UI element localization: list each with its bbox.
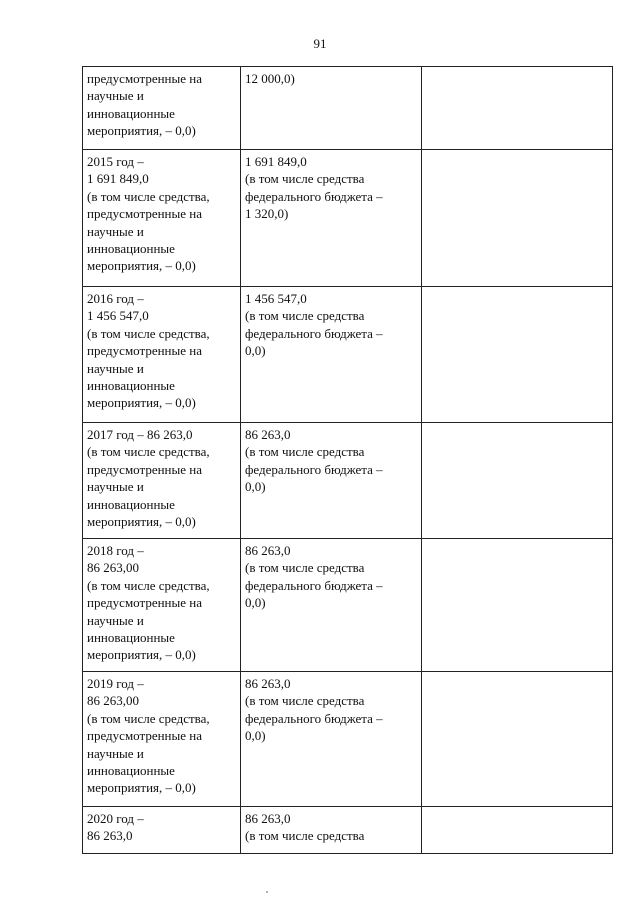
amount-cell: 12 000,0)	[241, 67, 422, 150]
table-row	[83, 287, 613, 423]
year-total-cell: 2017 год – 86 263,0 (в том числе средства, предусмотренные на научные и инновационные мероприятия, – 0,0)	[83, 423, 241, 539]
amount-cell: 86 263,0 (в том числе средства	[241, 807, 422, 854]
amount-cell: 86 263,0 (в том числе средства федерального бюджета – 0,0)	[241, 423, 422, 539]
page-number: 91	[313, 36, 327, 51]
year-total-cell: 2016 год – 1 456 547,0 (в том числе средства, предусмотренные на научные и инновационные мероприятия, – 0,0)	[83, 287, 241, 423]
table-row	[83, 539, 613, 672]
table-row	[83, 150, 613, 287]
empty-cell	[422, 287, 613, 423]
empty-cell	[422, 150, 613, 287]
empty-cell	[422, 539, 613, 672]
amount-cell: 86 263,0 (в том числе средства федерального бюджета – 0,0)	[241, 539, 422, 672]
empty-cell	[422, 67, 613, 150]
amount-cell: 86 263,0 (в том числе средства федерального бюджета – 0,0)	[241, 672, 422, 807]
funding-table	[82, 66, 613, 854]
empty-cell	[422, 672, 613, 807]
empty-cell	[422, 423, 613, 539]
empty-cell	[422, 807, 613, 854]
year-total-cell: 2018 год – 86 263,00 (в том числе средства, предусмотренные на научные и инновационные мероприятия, – 0,0)	[83, 539, 241, 672]
table-row	[83, 67, 613, 150]
amount-cell: 1 456 547,0 (в том числе средства федерального бюджета – 0,0)	[241, 287, 422, 423]
table-row	[83, 423, 613, 539]
year-total-cell: 2019 год – 86 263,00 (в том числе средства, предусмотренные на научные и инновационные мероприятия, – 0,0)	[83, 672, 241, 807]
table-row	[83, 807, 613, 854]
amount-cell: 1 691 849,0 (в том числе средства федерального бюджета – 1 320,0)	[241, 150, 422, 287]
year-total-cell: предусмотренные на научные и инновационные мероприятия, – 0,0)	[83, 67, 241, 150]
year-total-cell: 2020 год – 86 263,0	[83, 807, 241, 854]
table-row	[83, 672, 613, 807]
year-total-cell: 2015 год – 1 691 849,0 (в том числе средства, предусмотренные на научные и инновационные мероприятия, – 0,0)	[83, 150, 241, 287]
scan-speck	[266, 891, 268, 893]
